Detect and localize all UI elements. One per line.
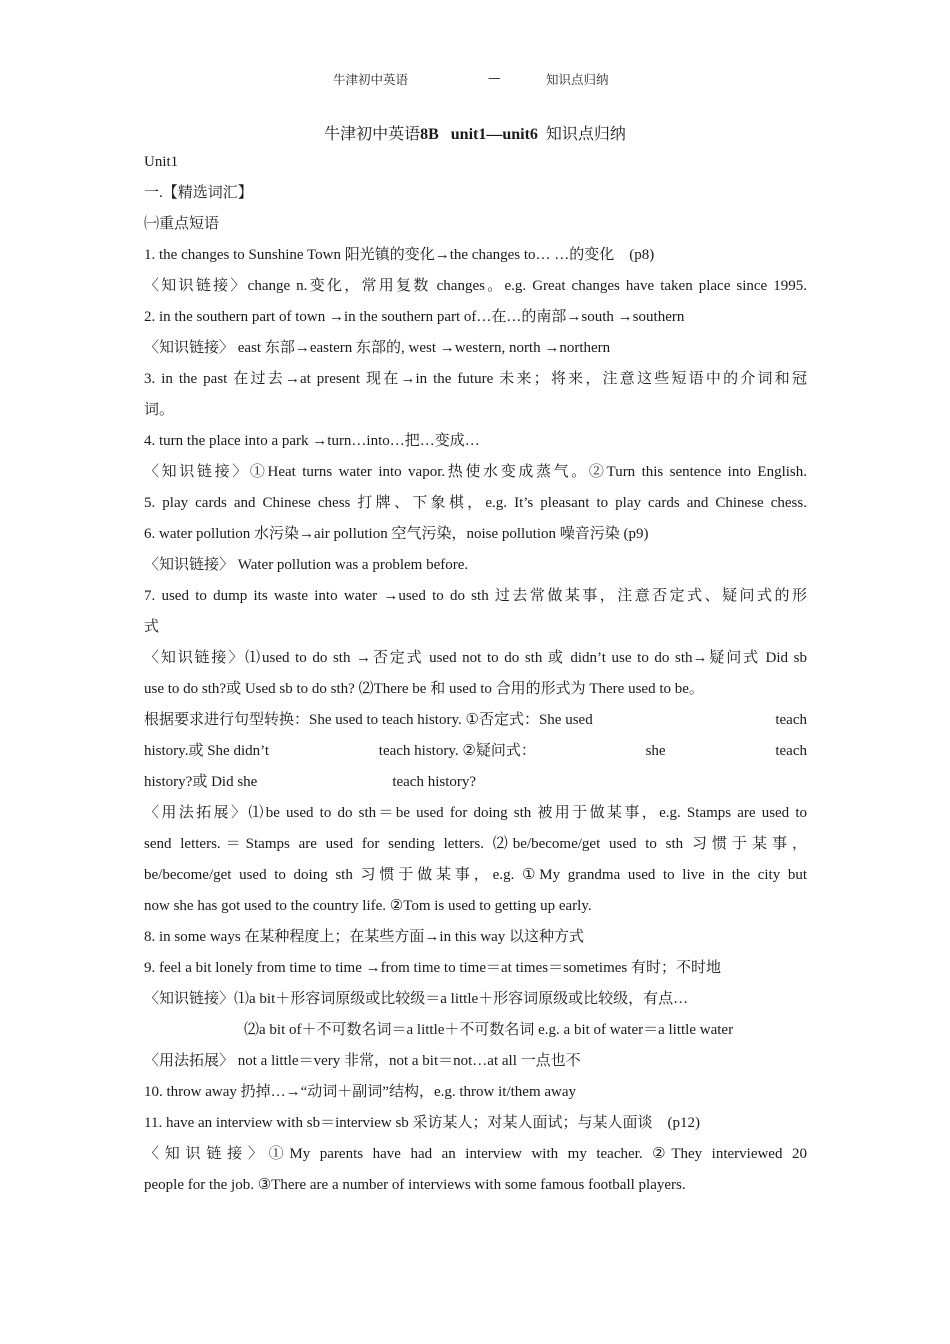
text-line: be/become/get used to doing sth 习惯于做某事，e.g. ①My grandma used to live in the city but [144, 867, 807, 883]
text-line: 式 [144, 619, 160, 635]
text-line: now she has got used to the country life. ②Tom is used to getting up early. [144, 898, 592, 914]
document-title [0, 121, 950, 144]
text-line: 11. have an interview with sb＝interview sb 采访某人；对某人面试；与某人面谈 (p12) [144, 1115, 701, 1131]
text-line: 〈知识链接〉 east 东部→eastern 东部的, west →western, north →northern [144, 340, 611, 356]
exercise-text: teach [775, 712, 807, 728]
exercise-row [144, 736, 807, 767]
text-line: 10. throw away 扔掉…→“动词＋副词”结构，e.g. throw it/them away [144, 1084, 577, 1100]
document-body [144, 147, 807, 1201]
exercise-text: history?或 Did she [144, 774, 258, 790]
text-line: 9. feel a bit lonely from time to time →from time to time＝at times＝sometimes 有时；不时地 [144, 960, 721, 976]
exercise-row [144, 705, 807, 736]
text-line: 5. play cards and Chinese chess 打牌、下象棋，e.g. It’s pleasant to play cards and Chinese chess. [144, 495, 807, 511]
text-line: use to do sth?或 Used sb to do sth? ⑵There be 和 used to 合用的形式为 There used to be。 [144, 681, 704, 697]
text-line: 1. the changes to Sunshine Town 阳光镇的变化→the changes to… …的变化 (p8) [144, 247, 655, 263]
text-line: 〈知识链接〉 Water pollution was a problem before. [144, 557, 469, 573]
text-line: 8. in some ways 在某种程度上；在某些方面→in this way 以这种方式 [144, 929, 584, 945]
text-line: 〈知识链接〉⑴a bit＋形容词原级或比较级＝a little＋形容词原级或比较级，有点… [144, 991, 689, 1007]
text-line: 〈知识链接〉①Heat turns water into vapor.热使水变成蒸气。②Turn this sentence into English. [144, 464, 807, 480]
exercise-text: teach history? [392, 774, 477, 790]
subsection-heading: ㈠重点短语 [144, 216, 220, 232]
text-line: send letters.＝Stamps are used for sending letters. ⑵be/become/get used to sth 习惯于某事， [144, 836, 807, 852]
header-right: 知识点归纳 [546, 72, 609, 87]
exercise-text: she [645, 743, 666, 759]
exercise-text: history.或 She didn’t [144, 743, 270, 759]
text-line: 2. in the southern part of town →in the southern part of…在…的南部→south →southern [144, 309, 685, 325]
text-line: 4. turn the place into a park →turn…into…把…变成… [144, 433, 480, 449]
text-line: 〈知识链接〉⑴used to do sth →否定式 used not to do sth 或 didn’t use to do sth→疑问式 Did sb [144, 650, 807, 666]
title-grade: 8B [420, 126, 439, 143]
section-heading: 一.【精选词汇】 [144, 185, 253, 201]
exercise-row [144, 767, 807, 798]
header-dash: — [488, 70, 501, 85]
text-line: 〈用法拓展〉 not a little＝very 非常，not a bit＝not…at all 一点也不 [144, 1053, 581, 1069]
text-line: people for the job. ③There are a number of interviews with some famous football players. [144, 1177, 686, 1193]
text-line: ⑵a bit of＋不可数名词＝a little＋不可数名词 e.g. a bit of water＝a little water [244, 1022, 734, 1038]
text-line: 3. in the past 在过去→at present 现在→in the future 未来；将来，注意这些短语中的介词和冠 [144, 371, 807, 387]
exercise-text: teach history. ②疑问式： [378, 743, 536, 759]
text-line: 〈知识链接〉①My parents have had an interview with my teacher. ②They interviewed 20 [144, 1146, 807, 1162]
title-units: unit1—unit6 [450, 126, 538, 143]
text-line: 词。 [144, 402, 175, 418]
unit-heading: Unit1 [144, 154, 179, 170]
text-line: 7. used to dump its waste into water →used to do sth 过去常做某事，注意否定式、疑问式的形 [144, 588, 807, 604]
text-line: 6. water pollution 水污染→air pollution 空气污染，noise pollution 噪音污染 (p9) [144, 526, 649, 542]
text-line: 〈知识链接〉change n.变化，常用复数 changes。e.g. Great changes have taken place since 1995. [144, 278, 807, 294]
title-post: 知识点归纳 [545, 126, 626, 143]
exercise-text: teach [775, 743, 807, 759]
running-header [0, 70, 950, 90]
header-left: 牛津初中英语 [333, 72, 409, 87]
text-line: 〈用法拓展〉⑴be used to do sth＝be used for doing sth 被用于做某事，e.g. Stamps are used to [144, 805, 807, 821]
title-pre: 牛津初中英语 [324, 126, 421, 143]
exercise-text: 根据要求进行句型转换：She used to teach history. ①否定式：She used [144, 712, 593, 728]
